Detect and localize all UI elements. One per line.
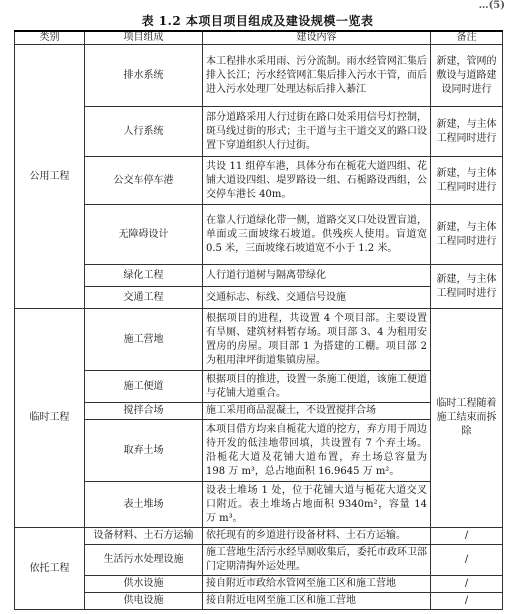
- table-row: [15, 545, 503, 576]
- component-cell: 无障碍设计: [85, 205, 203, 265]
- table-title: 表 1.2 本项目项目组成及建设规模一览表: [141, 14, 374, 28]
- note-cell: 新建，与主体工程同时进行: [431, 265, 503, 309]
- component-cell: 供电设施: [85, 593, 203, 610]
- note-cell: 新建，与主体工程同时进行: [431, 107, 503, 157]
- component-cell: 施工营地: [85, 309, 203, 371]
- component-cell: 供水设施: [85, 576, 203, 593]
- content-cell: 依托现有的乡道进行设备材料、土石方运输。: [203, 528, 431, 545]
- content-cell: 施工营地生活污水经旱厕收集后，委托市政环卫部门定期清掏外运处理。: [203, 545, 431, 576]
- header-category: 类别: [15, 31, 85, 45]
- content-cell: 本项目借方均来自栀花大道的挖方，弃方用于周边待开发的低洼地带回填，共设置有 7 个弃土场。沿栀花大道及花铺大道布置，弃土场总容量为 198 万 m³，总占地面积 16.9645 万 m²。: [203, 420, 431, 482]
- content-cell: 交通标志、标线、交通信号设施: [203, 287, 431, 309]
- project-composition-table: [14, 30, 503, 610]
- category-temporary: 临时工程: [15, 309, 85, 528]
- note-cell: /: [431, 545, 503, 576]
- content-cell: 接自附近电网至施工区和施工营地: [203, 593, 431, 610]
- component-cell: 表土堆场: [85, 482, 203, 528]
- table-header-row: [15, 31, 503, 45]
- note-cell: 新建，与主体工程同时进行: [431, 205, 503, 265]
- table-row: [15, 287, 503, 309]
- component-cell: 施工便道: [85, 371, 203, 403]
- note-cell: 临时工程随着施工结束而拆除: [431, 309, 503, 528]
- note-cell: /: [431, 528, 503, 545]
- page-corner-label: …(5): [478, 0, 505, 11]
- content-cell: 在靠人行道绿化带一侧，道路交叉口处设置盲道，单面或三面坡缘石坡道。供残疾人使用。盲道宽 0.5 米，三面坡缘石坡道宽不小于 1.2 米。: [203, 205, 431, 265]
- table-row: [15, 482, 503, 528]
- table-row: [15, 45, 503, 107]
- note-cell: 新建，管网的敷设与道路建设同时进行: [431, 45, 503, 107]
- table-row: [15, 593, 503, 610]
- table-row: [15, 205, 503, 265]
- header-component: 项目组成: [85, 31, 203, 45]
- content-cell: 人行道行道树与隔离带绿化: [203, 265, 431, 287]
- category-dependent: 依托工程: [15, 528, 85, 610]
- header-note: 备注: [431, 31, 503, 45]
- component-cell: 取弃土场: [85, 420, 203, 482]
- component-cell: 搅拌合场: [85, 403, 203, 420]
- table-row: [15, 107, 503, 157]
- table-row: [15, 371, 503, 403]
- component-cell: 交通工程: [85, 287, 203, 309]
- table-row: [15, 528, 503, 545]
- table-row: [15, 403, 503, 420]
- header-content: 建设内容: [203, 31, 431, 45]
- content-cell: 根据项目的推进，设置一条施工便道，该施工便道与花铺大道重合。: [203, 371, 431, 403]
- component-cell: 公交车停车港: [85, 157, 203, 205]
- table-row: [15, 576, 503, 593]
- component-cell: 人行系统: [85, 107, 203, 157]
- note-cell: /: [431, 593, 503, 610]
- component-cell: 生活污水处理设施: [85, 545, 203, 576]
- content-cell: 部分道路采用人行过街在路口处采用信号灯控制，斑马线过街的形式；主干道与主干道交叉的路口设置下穿道组织人行过街。: [203, 107, 431, 157]
- note-cell: /: [431, 576, 503, 593]
- content-cell: 共设 11 组停车港，具体分布在栀花大道四组、花铺大道设四组、堤罗路设一组、石栀路设西组，公交停车港长 40m。: [203, 157, 431, 205]
- table-row: [15, 309, 503, 371]
- component-cell: 设备材料、土石方运输: [85, 528, 203, 545]
- note-cell: 新建，与主体工程同时进行: [431, 157, 503, 205]
- table-row: [15, 265, 503, 287]
- table-row: [15, 420, 503, 482]
- component-cell: 排水系统: [85, 45, 203, 107]
- content-cell: 本工程排水采用雨、污分流制。雨水经管网汇集后排入长江；污水经管网汇集后排入污水干管，而后进入污水处理厂处理达标后排入綦江: [203, 45, 431, 107]
- content-cell: 施工采用商品混凝土，不设置搅拌合场: [203, 403, 431, 420]
- content-cell: 设表土堆场 1 处，位于花铺大道与栀花大道交叉口附近。表土堆场占地面积 9340m²，容量 14 万 m³。: [203, 482, 431, 528]
- content-cell: 根据项目的进程，共设置 4 个项目部。主要设置有旱厕、建筑材料暂存场。项目部 3、4 为租用安置房的房屋。项目部 1 为搭建的工棚。项目部 2 为租用津坪街道集镇房屋。: [203, 309, 431, 371]
- component-cell: 绿化工程: [85, 265, 203, 287]
- category-public: 公用工程: [15, 45, 85, 309]
- table-row: [15, 157, 503, 205]
- content-cell: 接自附近市政给水管网至施工区和施工营地: [203, 576, 431, 593]
